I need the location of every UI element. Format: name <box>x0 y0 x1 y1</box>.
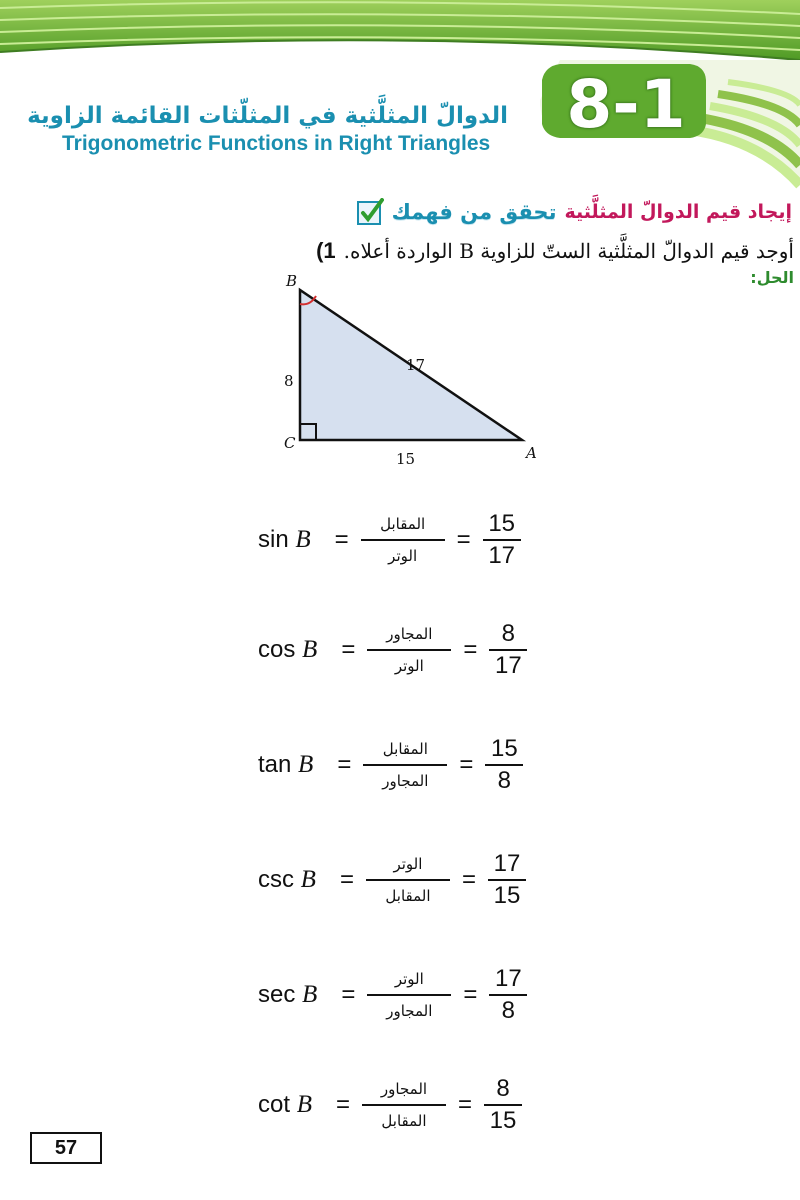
value-fraction: $\frac{15}{8}$ <box>485 734 523 796</box>
cot-equation: cot B = $\frac{\text{المجاور}}{\text{المقابل}}$ = $\frac{8}{15}$ <box>258 1055 558 1155</box>
equation-lhs: tan B <box>258 751 314 778</box>
word-fraction: $\frac{\text{الوتر}}{\text{المقابل}}$ <box>366 849 450 911</box>
page-number: 57 <box>30 1132 102 1164</box>
side-horizontal-label: 15 <box>396 450 416 468</box>
sec-equation: sec B = $\frac{\text{الوتر}}{\text{المجاور}}$ = $\frac{17}{8}$ <box>258 945 558 1045</box>
side-vertical-label: 8 <box>284 372 294 390</box>
check-topic: إيجاد قيم الدوالّ المثلَّثية <box>564 201 792 223</box>
word-fraction: $\frac{\text{المقابل}}{\text{المجاور}}$ <box>363 734 447 796</box>
word-fraction: $\frac{\text{المجاور}}{\text{المقابل}}$ <box>362 1074 446 1136</box>
word-fraction: $\frac{\text{المجاور}}{\text{الوتر}}$ <box>367 619 451 681</box>
word-fraction: $\frac{\text{المقابل}}{\text{الوتر}}$ <box>361 509 445 571</box>
equation-lhs: sin B <box>258 526 311 553</box>
question-row <box>316 238 794 264</box>
csc-equation: csc B = $\frac{\text{الوتر}}{\text{المقابل}}$ = $\frac{17}{15}$ <box>258 830 558 930</box>
value-fraction: $\frac{8}{15}$ <box>484 1074 522 1136</box>
equation-lhs: sec B <box>258 981 318 1008</box>
lesson-number: 8-1 <box>566 66 686 143</box>
question-text: أوجد قيم الدوالّ المثلَّثية الستّ للزاوية B الواردة أعلاه. <box>343 239 794 263</box>
value-fraction: $\frac{15}{17}$ <box>483 509 521 571</box>
side-hypotenuse-label: 17 <box>406 356 426 374</box>
solution-label: الحل: <box>750 268 794 287</box>
value-fraction: $\frac{17}{15}$ <box>488 849 526 911</box>
value-fraction: $\frac{17}{8}$ <box>489 964 527 1026</box>
equation-lhs: cos B <box>258 636 318 663</box>
tan-equation: tan B = $\frac{\text{المقابل}}{\text{المجاور}}$ = $\frac{15}{8}$ <box>258 715 558 815</box>
question-number: 1) <box>316 238 336 263</box>
checkmark-icon <box>356 198 384 226</box>
cos-equation: cos B = $\frac{\text{المجاور}}{\text{الوتر}}$ = $\frac{8}{17}$ <box>258 600 558 700</box>
word-fraction: $\frac{\text{الوتر}}{\text{المجاور}}$ <box>367 964 451 1026</box>
check-understanding-label: تحقق من فهمك <box>391 200 557 224</box>
equation-lhs: cot B <box>258 1091 312 1118</box>
equation-lhs: csc B <box>258 866 316 893</box>
vertex-c-label: C <box>284 434 296 452</box>
lesson-title-arabic: الدوالّ المثلَّثية في المثلّثات القائمة الزاوية <box>27 103 508 129</box>
check-understanding-heading <box>356 196 792 228</box>
lesson-title-english: Trigonometric Functions in Right Triangles <box>62 132 491 155</box>
vertex-b-label: B <box>286 272 298 290</box>
sin-equation: sin B = $\frac{\text{المقابل}}{\text{الوتر}}$ = $\frac{15}{17}$ <box>258 490 558 590</box>
vertex-a-label: A <box>526 444 537 462</box>
value-fraction: $\frac{8}{17}$ <box>489 619 527 681</box>
right-triangle-figure <box>270 268 550 473</box>
